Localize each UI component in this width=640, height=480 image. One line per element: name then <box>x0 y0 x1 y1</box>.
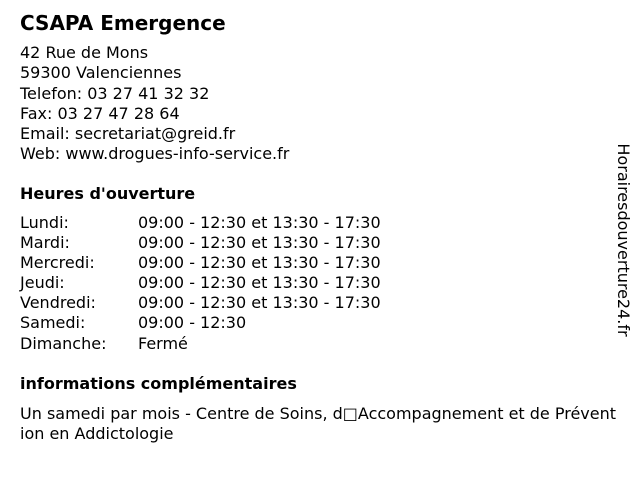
hours-day: Dimanche: <box>20 333 107 353</box>
hours-time: 09:00 - 12:30 et 13:30 - 17:30 <box>138 293 381 313</box>
hours-time: 09:00 - 12:30 et 13:30 - 17:30 <box>138 273 381 293</box>
hours-day: Mardi: <box>20 233 70 253</box>
hours-row-samedi <box>20 313 381 333</box>
street-address: 42 Rue de Mons <box>20 43 149 62</box>
page-title: CSAPA Emergence <box>20 11 226 35</box>
website: Web: www.drogues-info-service.fr <box>20 144 290 164</box>
city-address: 59300 Valenciennes <box>20 63 182 83</box>
hours-time: 09:00 - 12:30 et 13:30 - 17:30 <box>138 253 381 273</box>
address-block <box>20 43 289 165</box>
fax-number: Fax: 03 27 47 28 64 <box>20 103 180 123</box>
hours-day: Vendredi: <box>20 293 96 313</box>
hours-table <box>20 213 381 354</box>
phone-number: Telefon: 03 27 41 32 32 <box>20 83 210 103</box>
hours-day: Mercredi: <box>20 253 95 273</box>
hours-day: Lundi: <box>20 213 69 232</box>
hours-time: 09:00 - 12:30 <box>138 313 247 333</box>
hours-time: 09:00 - 12:30 et 13:30 - 17:30 <box>138 213 381 232</box>
email-address: Email: secretariat@greid.fr <box>20 124 236 144</box>
site-watermark: Horairesdouverture24.fr <box>614 143 633 337</box>
hours-row-jeudi <box>20 273 381 293</box>
hours-day: Samedi: <box>20 313 86 333</box>
hours-heading: Heures d'ouverture <box>20 184 196 203</box>
hours-time: Fermé <box>138 333 188 353</box>
hours-row-vendredi <box>20 293 381 313</box>
hours-day: Jeudi: <box>20 273 65 293</box>
info-text: Un samedi par mois - Centre de Soins, d□Accompagnement et de Prévention en Addictologie <box>20 404 617 443</box>
hours-time: 09:00 - 12:30 et 13:30 - 17:30 <box>138 233 381 253</box>
hours-row-dimanche <box>20 334 381 354</box>
info-heading: informations complémentaires <box>20 374 297 393</box>
hours-row-mardi <box>20 233 381 253</box>
hours-row-lundi <box>20 213 381 233</box>
hours-row-mercredi <box>20 253 381 273</box>
